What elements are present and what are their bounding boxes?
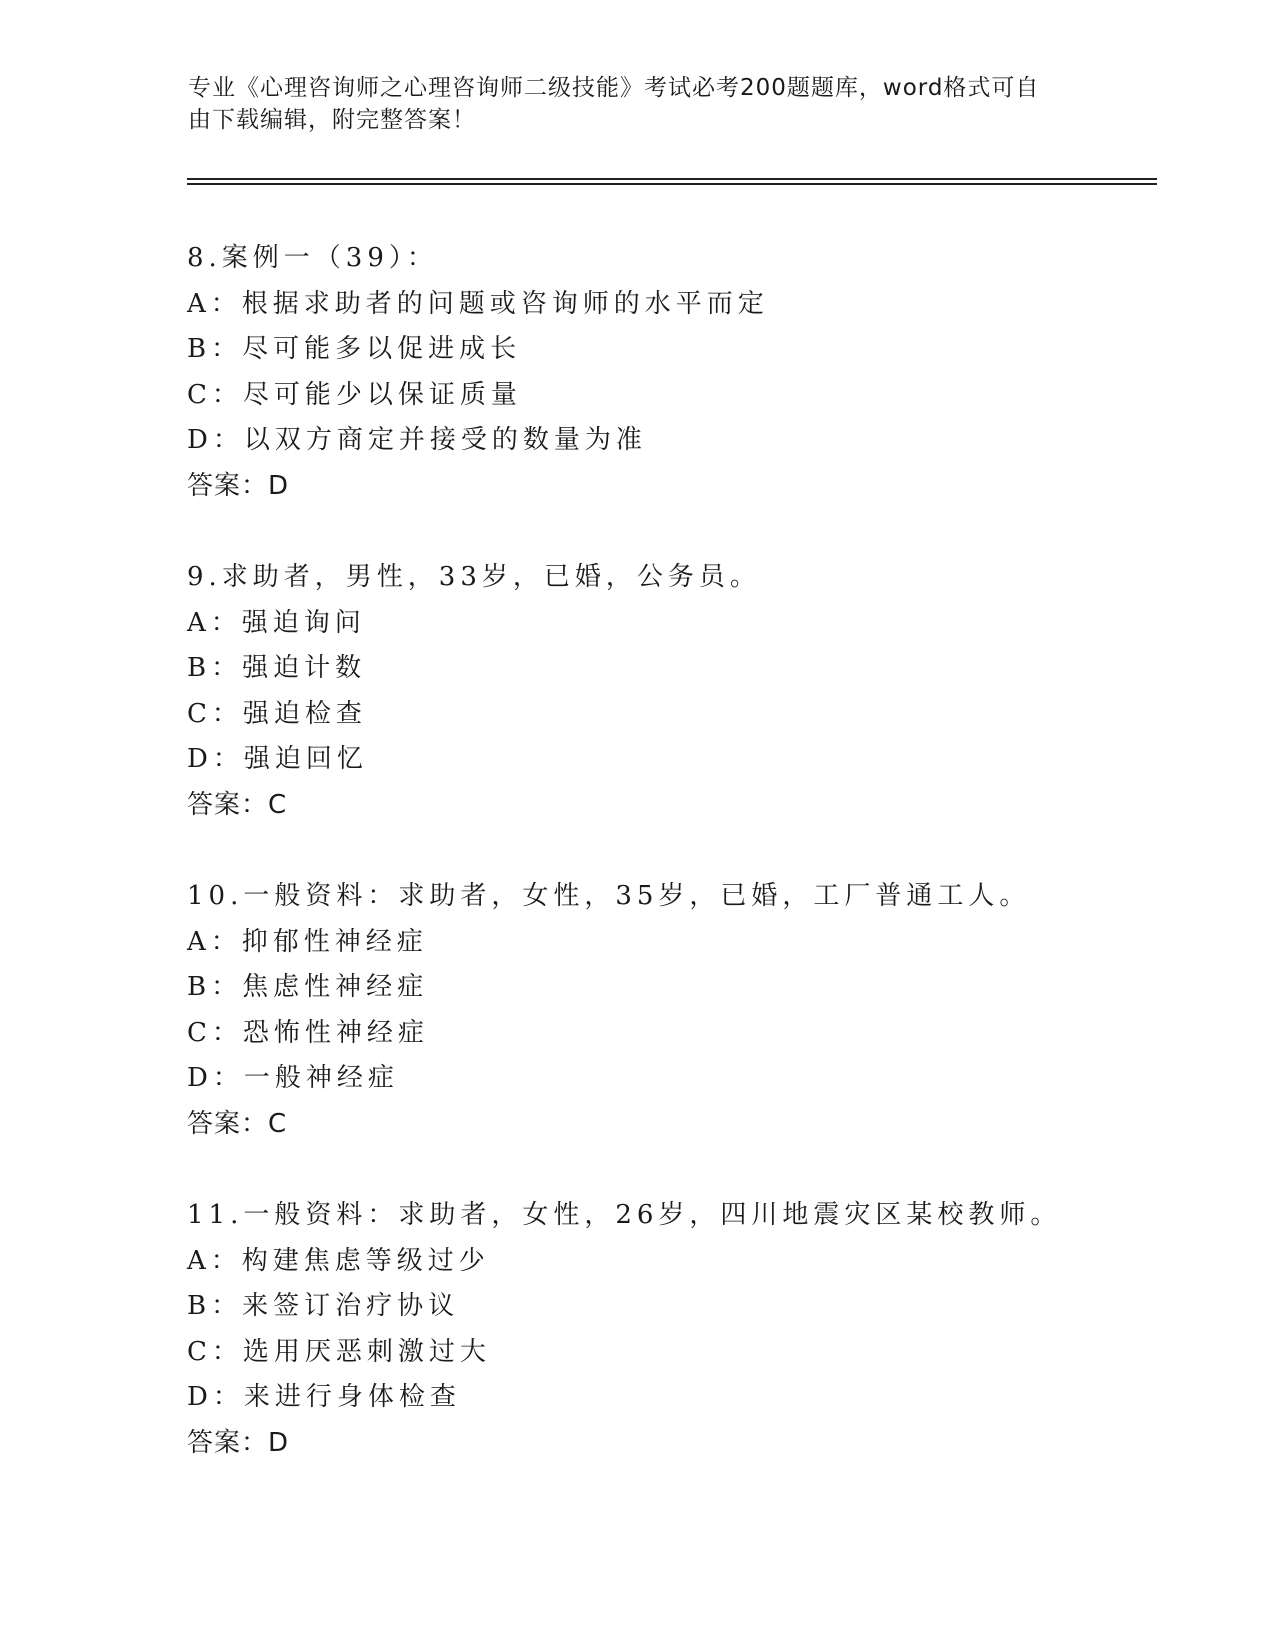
- option-d: D：来进行身体检查: [187, 1382, 461, 1412]
- header-divider-top: [187, 178, 1157, 180]
- question-stem: 9.求助者，男性，33岁，已婚，公务员。: [187, 562, 761, 592]
- question-list: [187, 236, 1187, 1466]
- answer-line: 答案：D: [187, 470, 290, 501]
- question-stem: 8.案例一（39）：: [187, 243, 438, 273]
- option-d: D：强迫回忆: [187, 744, 368, 774]
- option-a: A：根据求助者的问题或咨询师的水平而定: [187, 288, 769, 319]
- option-b: B：焦虑性神经症: [187, 972, 429, 1002]
- question-spacer: [187, 1147, 1187, 1193]
- question-8: [187, 236, 1187, 555]
- answer-line: 答案：D: [187, 1427, 290, 1458]
- question-10: [187, 874, 1187, 1193]
- answer-line: 答案：C: [187, 1108, 288, 1139]
- question-9: [187, 555, 1187, 874]
- option-b: B：来签订治疗协议: [187, 1291, 460, 1321]
- option-b: B：尽可能多以促进成长: [187, 334, 522, 364]
- option-d: D：一般神经症: [187, 1063, 399, 1093]
- answer-line: 答案：C: [187, 789, 288, 820]
- option-c: C：恐怖性神经症: [187, 1017, 429, 1048]
- option-a: A：构建焦虑等级过少: [187, 1245, 490, 1276]
- question-11: [187, 1193, 1187, 1466]
- question-stem: 10.一般资料：求助者，女性，35岁，已婚，工厂普通工人。: [187, 881, 1031, 911]
- document-header: [188, 72, 1068, 136]
- option-c: C：尽可能少以保证质量: [187, 379, 522, 410]
- header-line-1: 专业《心理咨询师之心理咨询师二级技能》考试必考200题题库，word格式可自: [188, 75, 1040, 101]
- header-divider-bottom: [187, 183, 1157, 185]
- header-line-2: 由下载编辑，附完整答案！: [188, 107, 476, 133]
- option-a: A：抑郁性神经症: [187, 926, 428, 957]
- question-spacer: [187, 509, 1187, 555]
- option-d: D：以双方商定并接受的数量为准: [187, 425, 647, 455]
- option-c: C：选用厌恶刺激过大: [187, 1336, 491, 1367]
- option-b: B：强迫计数: [187, 653, 367, 683]
- question-stem: 11.一般资料：求助者，女性，26岁，四川地震灾区某校教师。: [187, 1200, 1062, 1230]
- option-a: A：强迫询问: [187, 607, 366, 638]
- question-spacer: [187, 828, 1187, 874]
- option-c: C：强迫检查: [187, 698, 367, 729]
